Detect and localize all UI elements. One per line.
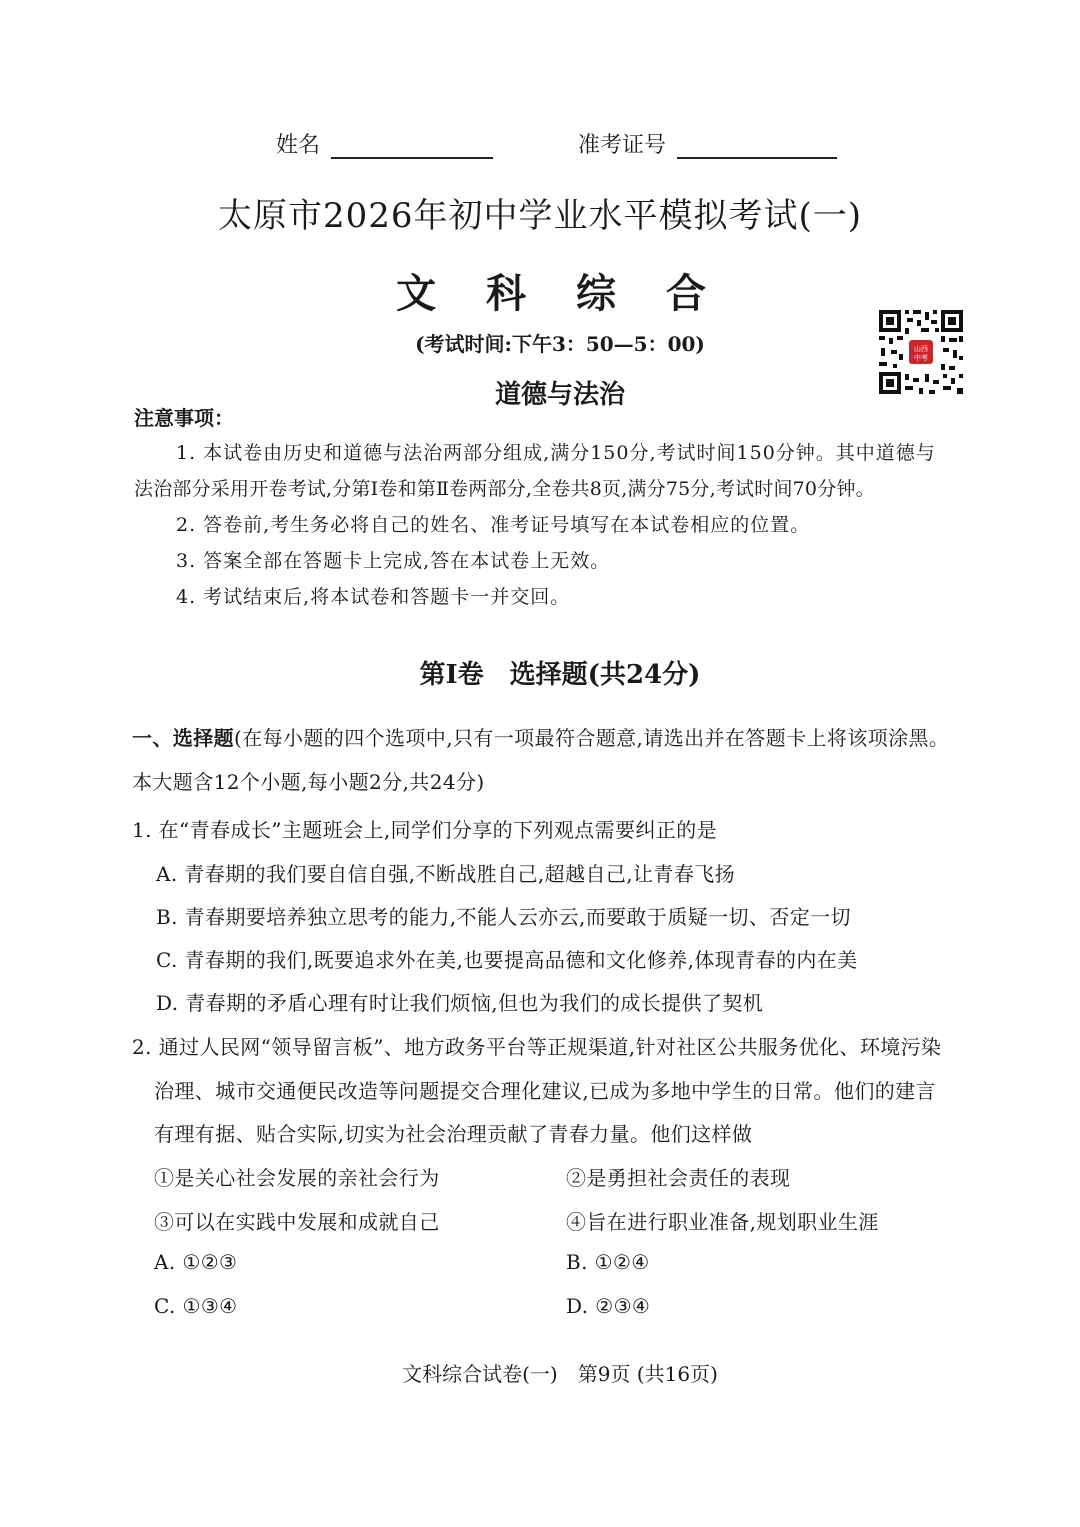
question-2-stem-line-2: 治理、城市交通便民改造等问题提交合理化建议,已成为多地中学生的日常。他们的建言 [154, 1079, 936, 1103]
section-instruction-line-1 [132, 722, 949, 751]
notice-item-4: 4. 考试结束后,将本试卷和答题卡一并交回。 [176, 586, 571, 608]
section-instruction-label: 一、选择题 [132, 726, 234, 750]
question-2-statement-3: ③可以在实践中发展和成就自己 [154, 1210, 440, 1234]
question-2-option-c: C. ①③④ [154, 1294, 238, 1318]
question-1-stem: 1. 在“青春成长”主题班会上,同学们分享的下列观点需要纠正的是 [132, 818, 718, 842]
question-2-statement-1: ①是关心社会发展的亲社会行为 [154, 1166, 440, 1190]
question-2-stem-line-1: 2. 通过人民网“领导留言板”、地方政务平台等正规渠道,针对社区公共服务优化、环境污染 [132, 1035, 942, 1059]
qr-logo-text-bottom: 中考 [914, 354, 928, 362]
question-2-statement-2: ②是勇担社会责任的表现 [566, 1166, 791, 1190]
question-2-stem-line-3: 有理有据、贴合实际,切实为社会治理贡献了青春力量。他们这样做 [154, 1122, 753, 1146]
notice-item-1-line-2: 法治部分采用开卷考试,分第Ⅰ卷和第Ⅱ卷两部分,全卷共8页,满分75分,考试时间70分钟。 [134, 478, 875, 500]
section-instruction-line-2: 本大题含12个小题,每小题2分,共24分) [132, 770, 485, 794]
exam-time: (考试时间:下午3：50—5：00) [415, 332, 705, 356]
question-2-statement-4: ④旨在进行职业准备,规划职业生涯 [566, 1210, 879, 1234]
exam-title: 太原市2026年初中学业水平模拟考试(一) [217, 196, 863, 236]
question-2-option-a: A. ①②③ [154, 1250, 238, 1274]
exam-id-field [578, 128, 837, 159]
exam-id-blank-line [677, 135, 837, 159]
qr-code-icon [877, 308, 965, 396]
section-instruction-text: (在每小题的四个选项中,只有一项最符合题意,请选出并在答题卡上将该项涂黑。 [234, 726, 950, 750]
name-label: 姓名 [276, 133, 321, 158]
notice-title: 注意事项： [134, 406, 234, 430]
question-2-option-d: D. ②③④ [566, 1294, 651, 1318]
page-footer: 文科综合试卷(一) 第9页 (共16页) [402, 1362, 718, 1386]
question-1-option-b: B. 青春期要培养独立思考的能力,不能人云亦云,而要敢于质疑一切、否定一切 [156, 905, 851, 929]
name-blank-line [331, 135, 493, 159]
notice-item-3: 3. 答案全部在答题卡上完成,答在本试卷上无效。 [176, 550, 611, 572]
exam-id-label: 准考证号 [578, 133, 667, 158]
notice-item-2: 2. 答卷前,考生务必将自己的姓名、准考证号填写在本试卷相应的位置。 [176, 514, 811, 536]
name-field [276, 128, 493, 159]
qr-logo-text-top: 山西 [914, 345, 928, 353]
question-1-option-c: C. 青春期的我们,既要追求外在美,也要提高品德和文化修养,体现青春的内在美 [156, 948, 858, 972]
question-1-option-a: A. 青春期的我们要自信自强,不断战胜自己,超越自己,让青春飞扬 [156, 862, 736, 886]
subject-title: 道德与法治 [494, 380, 625, 410]
section-title: 第Ⅰ卷 选择题(共24分) [419, 660, 701, 690]
question-2-option-b: B. ①②④ [566, 1250, 650, 1274]
question-1-option-d: D. 青春期的矛盾心理有时让我们烦恼,但也为我们的成长提供了契机 [156, 991, 764, 1015]
notice-item-1-line-1: 1. 本试卷由历史和道德与法治两部分组成,满分150分,考试时间150分钟。其中道德与 [176, 442, 936, 464]
paper-title: 文 科 综 合 [396, 270, 724, 317]
